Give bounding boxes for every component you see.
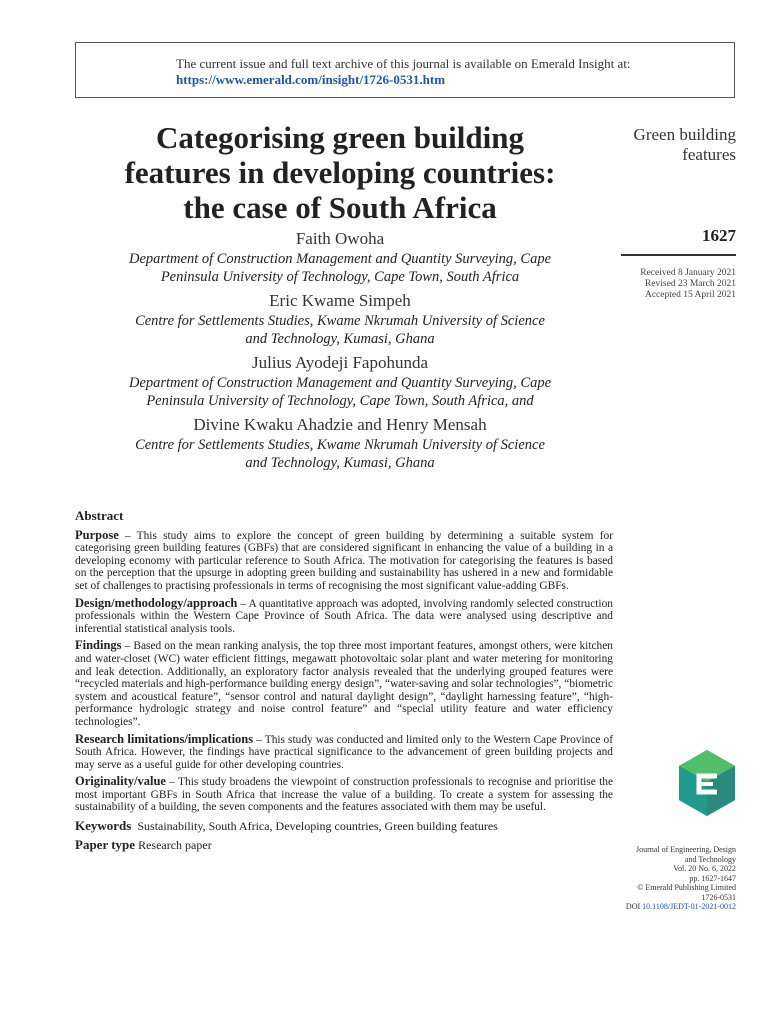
affiliation-line: and Technology, Kumasi, Ghana bbox=[245, 331, 435, 347]
publisher: © Emerald Publishing Limited bbox=[637, 883, 736, 892]
doi-line bbox=[626, 902, 736, 912]
paper-type-text: Research paper bbox=[138, 837, 212, 852]
doi-link[interactable]: 10.1108/JEDT-01-2021-0012 bbox=[642, 902, 736, 911]
page-number: 1627 bbox=[702, 226, 736, 245]
title-line: Categorising green building bbox=[155, 120, 525, 155]
affiliation-line: Department of Construction Management and Quantity Surveying, Cape bbox=[128, 375, 552, 391]
running-title-line: features bbox=[682, 145, 736, 164]
abstract-heading: Abstract bbox=[75, 508, 124, 523]
section-label: Findings bbox=[75, 638, 122, 653]
doi-label: DOI bbox=[625, 902, 641, 911]
article-title bbox=[75, 120, 605, 225]
journal-volume: Vol. 20 No. 6, 2022 bbox=[673, 864, 736, 873]
section-label: Originality/value bbox=[75, 774, 166, 789]
affiliation-line: Peninsula University of Technology, Cape Town, South Africa bbox=[160, 269, 520, 285]
abstract-originality bbox=[75, 775, 613, 814]
paper-type-label: Paper type bbox=[75, 836, 136, 852]
sidebar-divider bbox=[621, 254, 736, 256]
section-text: – This study was conducted and limited only to the Western Cape Province of South Africa. However, the findings have practical significance to the advancement of green building projects and may serve as a useful guide for other developing countries. bbox=[75, 733, 613, 771]
journal-name: Journal of Engineering, Design bbox=[636, 845, 736, 854]
received-date: Received 8 January 2021 bbox=[640, 268, 736, 278]
title-line: features in developing countries: bbox=[124, 155, 556, 190]
title-line: the case of South Africa bbox=[183, 190, 497, 225]
section-text: – This study aims to explore the concept of green building by determining a suitable system for categorising green building features (GBFs) that are considered significant in enhancing the value of a building in a developing economy with particular reference to South Africa. The motivation for categorising the features is based on the perception that the upsurge in adopting green building and sustainability has ushered in a new and formidable set of challenges to practising professionals in terms of recognising the most significant value-adding GBFs. bbox=[75, 529, 613, 592]
keywords bbox=[75, 820, 613, 833]
abstract-design bbox=[75, 597, 613, 636]
journal-pages: pp. 1627-1647 bbox=[689, 873, 736, 883]
journal-url-link[interactable]: https://www.emerald.com/insight/1726-0531.htm bbox=[176, 72, 446, 87]
abstract-findings bbox=[75, 639, 613, 728]
section-text: – This study broadens the viewpoint of construction professionals to recognise and prioritise the most important GBFs in South Africa that increase the value of a building. To create a system for assessing the sustainability of a building, the seven components and the features associated with them may be useful. bbox=[75, 776, 613, 814]
author-affiliation bbox=[75, 250, 605, 286]
keywords-label: Keywords bbox=[75, 818, 132, 834]
submission-dates bbox=[640, 268, 736, 301]
affiliation-line: Centre for Settlements Studies, Kwame Nkrumah University of Science bbox=[135, 437, 545, 453]
affiliation-line: Centre for Settlements Studies, Kwame Nkrumah University of Science bbox=[135, 313, 545, 329]
author-name: Eric Kwame Simpeh bbox=[269, 291, 411, 310]
notice-text: The current issue and full text archive of this journal is available on Emerald Insight at: bbox=[176, 56, 631, 71]
emerald-logo-icon bbox=[677, 748, 737, 818]
author-affiliation bbox=[75, 436, 605, 472]
section-label: Purpose bbox=[75, 527, 119, 542]
abstract-section bbox=[75, 510, 613, 851]
journal-info bbox=[626, 845, 736, 912]
running-title bbox=[596, 125, 736, 165]
issn: 1726-0531 bbox=[701, 892, 736, 902]
author-name: Faith Owoha bbox=[295, 229, 385, 248]
affiliation-line: Peninsula University of Technology, Cape Town, South Africa, and bbox=[146, 393, 534, 409]
section-label: Design/methodology/approach bbox=[75, 595, 238, 610]
journal-name-cont: and Technology bbox=[684, 854, 736, 864]
revised-date: Revised 23 March 2021 bbox=[644, 279, 736, 289]
abstract-purpose bbox=[75, 529, 613, 593]
author-list bbox=[75, 228, 605, 476]
affiliation-line: and Technology, Kumasi, Ghana bbox=[245, 455, 435, 471]
accepted-date: Accepted 15 April 2021 bbox=[644, 290, 736, 300]
running-title-line: Green building bbox=[633, 125, 736, 144]
section-text: – Based on the mean ranking analysis, the top three most important features, amongst others, were kitchen and water-closet (WC) water efficient fittings, megawatt photovoltaic solar plant and water metering for monitoring and leak detection. Additionally, an exploratory factor analysis revealed that the underlying grouped features were “recycled materials and high-performance building energy design”, “water-saving and solar technologies”, “biometric system and acoustical feature”, “sensor control and natural daylight design”, “daylight harnessing feature”, “high-performance hydrologic strategy and noise control feature” and “special utility feature and water efficiency technologies”. bbox=[75, 640, 613, 728]
section-label: Research limitations/implications bbox=[75, 731, 254, 746]
journal-notice-box bbox=[75, 42, 735, 98]
paper-type bbox=[75, 836, 613, 852]
author-name: Julius Ayodeji Fapohunda bbox=[252, 353, 428, 372]
author-name: Divine Kwaku Ahadzie and Henry Mensah bbox=[193, 415, 487, 434]
author-affiliation bbox=[75, 374, 605, 410]
affiliation-line: Department of Construction Management and Quantity Surveying, Cape bbox=[128, 251, 552, 267]
abstract-limitations bbox=[75, 733, 613, 772]
keywords-text: Sustainability, South Africa, Developing countries, Green building features bbox=[137, 819, 498, 834]
section-text: – A quantitative approach was adopted, involving randomly selected construction professionals within the Western Cape Province of South Africa. The data were analysed using descriptive and inferential statistical analysis tools. bbox=[75, 597, 613, 635]
author-affiliation bbox=[75, 312, 605, 348]
